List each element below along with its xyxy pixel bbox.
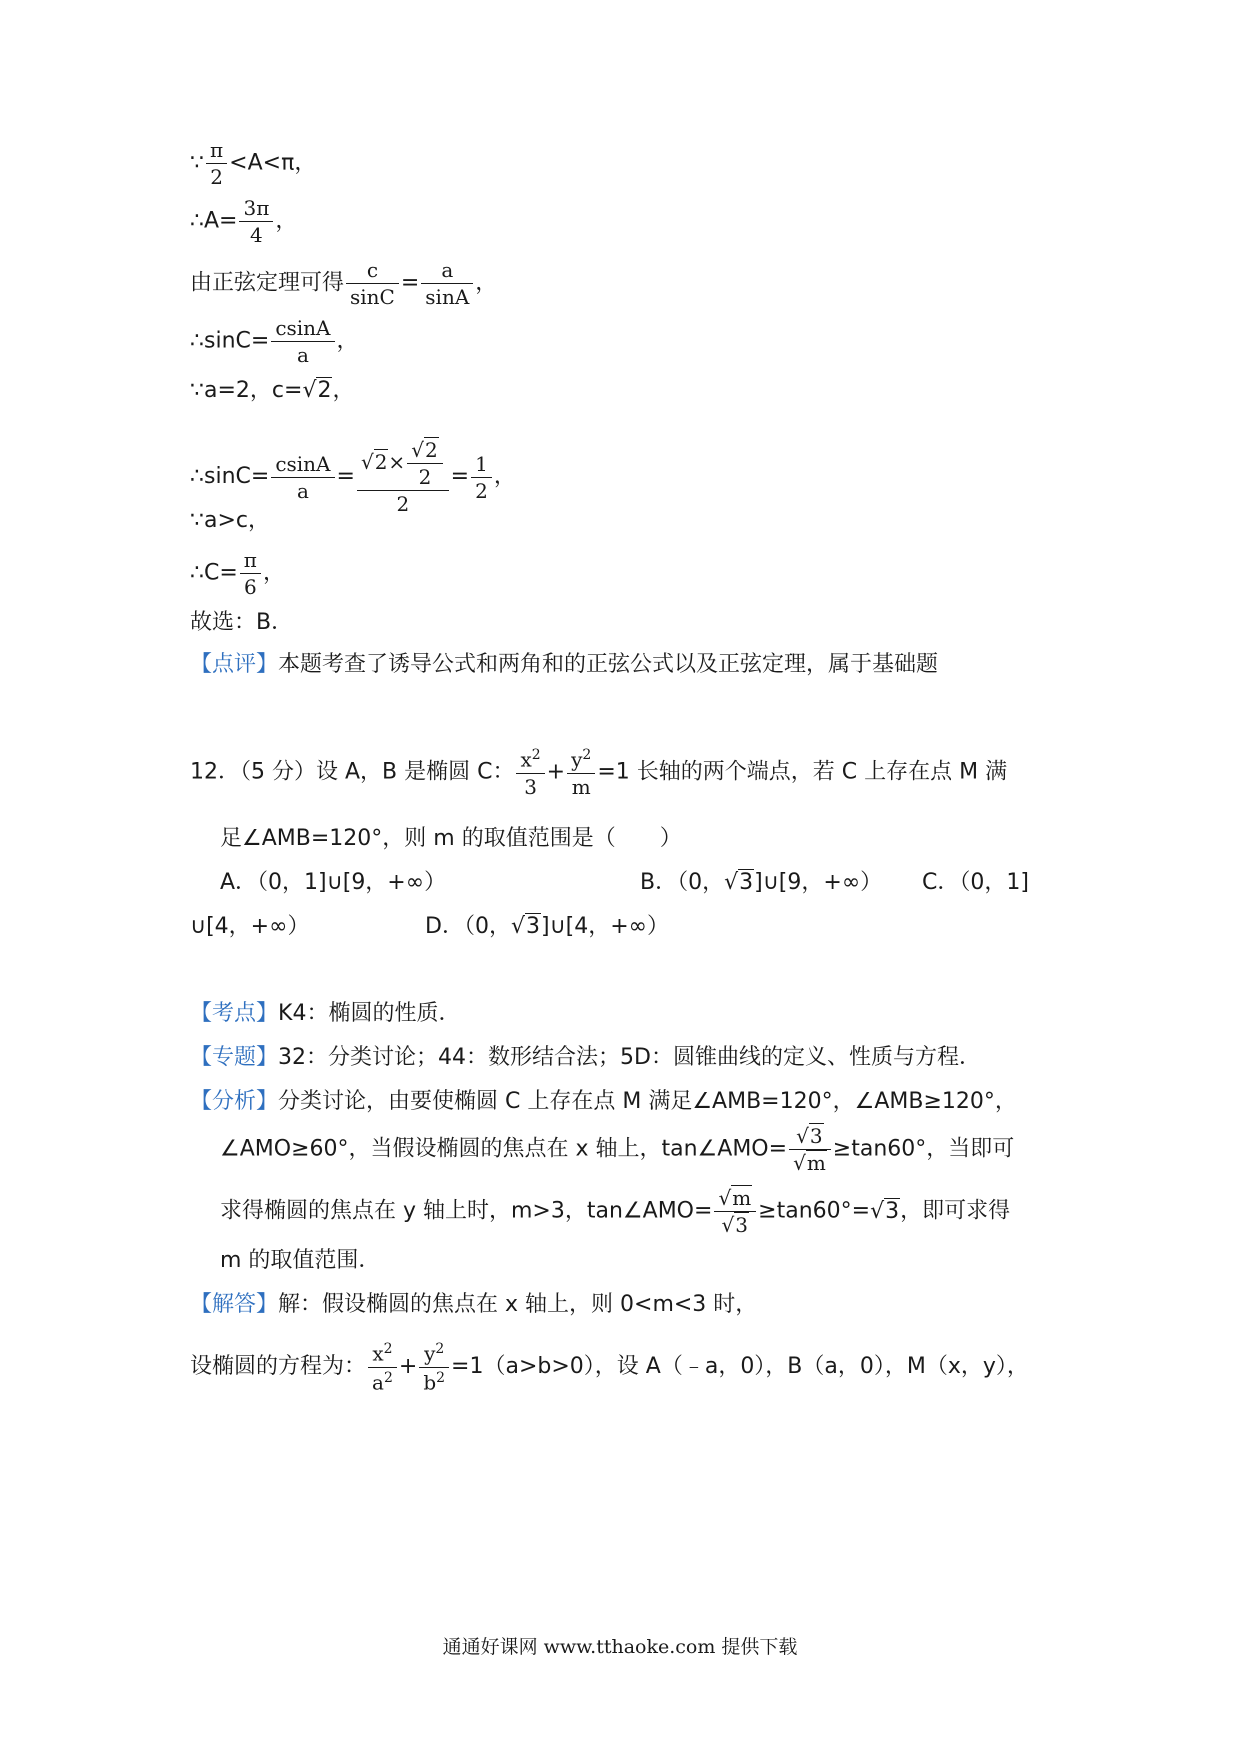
fraction: $\frac{√m}{√3}$	[714, 1188, 756, 1235]
analysis-line1: 【分析】分类讨论，由要使椭圆 C 上存在点 M 满足∠AMB=120°，∠AMB≥120°，	[190, 1089, 1017, 1114]
fraction: $\frac{a}{\sin A}$	[421, 260, 473, 307]
line-a-value: ∴A= $\frac{3\pi}{4}$ ，	[190, 196, 298, 247]
fraction: $\frac{x^2}{a^2}$	[368, 1342, 397, 1392]
fraction: $\frac{\pi}{2}$	[206, 140, 227, 187]
fraction: $\frac{√3}{√m}$	[789, 1126, 831, 1173]
line-sinc-expr: ∴sinC= $\frac{csinA}{a}$ ，	[190, 316, 359, 367]
solution-line2: 设椭圆的方程为： $\frac{x^2}{a^2}$ + $\frac{y^2}{b^2}$ =1（a>b>0），设 A（﹣a，0），B（a，0），M（x，y），	[190, 1341, 1029, 1395]
comment-line: 【点评】本题考查了诱导公式和两角和的正弦公式以及正弦定理，属于基础题	[190, 652, 939, 677]
knowledge-point: 【考点】K4：椭圆的性质．	[190, 1001, 461, 1026]
fraction: $\frac{x^2}{3}$	[516, 748, 544, 797]
comment-tag: 【点评】	[190, 652, 279, 677]
option-a: A．（0，1]∪[9，+∞）	[220, 870, 447, 895]
sqrt: √2	[302, 378, 332, 403]
fraction: $\frac{c}{\sin C}$	[346, 260, 399, 307]
fraction: $\frac{csinA}{a}$	[271, 454, 334, 501]
q12-stem-line1: 12．（5 分）设 A，B 是椭圆 C： $\frac{x^2}{3}$ + $\frac{y^2}{m}$ =1 长轴的两个端点，若 C 上存在点 M 满	[190, 747, 1008, 799]
q12-stem-line2: 足∠AMB=120°，则 m 的取值范围是（ ）	[220, 826, 682, 851]
option-b: B．（0，√3]∪[9，+∞）	[640, 870, 883, 895]
line-a-gt-c: ∵a>c，	[190, 508, 271, 533]
fraction: $\frac{csinA}{a}$	[271, 318, 334, 365]
solution-line1: 【解答】解：假设椭圆的焦点在 x 轴上，则 0<m<3 时，	[190, 1292, 758, 1317]
analysis-line2: ∠AMO≥60°，当假设椭圆的焦点在 x 轴上，tan∠AMO= $\frac{√3}{√m}$ ≥tan60°，当即可	[220, 1124, 1015, 1175]
analysis-line4: m 的取值范围．	[220, 1248, 381, 1273]
option-c-cont: ∪[4，+∞）	[190, 914, 310, 939]
topic-line: 【专题】32：分类讨论；44：数形结合法；5D：圆锥曲线的定义、性质与方程．	[190, 1045, 981, 1070]
option-c: C．（0，1]	[922, 870, 1029, 895]
fraction: $\frac{\pi}{6}$	[240, 550, 261, 597]
analysis-line3: 求得椭圆的焦点在 y 轴上时，m>3，tan∠AMO= $\frac{√m}{√3}$ ≥tan60°=√3，即可求得	[220, 1186, 1011, 1237]
fraction: $\frac{1}{2}$	[471, 454, 492, 501]
fraction: $\frac{y^2}{m}$	[567, 748, 595, 797]
line-sine-law: 由正弦定理可得 $\frac{c}{\sin C}$ = $\frac{a}{\sin A}$ ，	[190, 258, 498, 309]
line-c-value: ∴C= $\frac{\pi}{6}$ ，	[190, 548, 285, 599]
option-d: D．（0，√3]∪[4，+∞）	[425, 914, 670, 939]
line-answer: 故选：B．	[190, 610, 294, 635]
line-pi-half: ∵ $\frac{\pi}{2}$ <A<π，	[190, 138, 317, 189]
line-sinc-computed: ∴sinC= $\frac{csinA}{a}$ = √2× $\frac{√2}{2}$ 2 = $\frac{1}{2}$ ，	[190, 438, 516, 516]
fraction: √2× $\frac{√2}{2}$ 2	[357, 440, 449, 514]
fraction: $\frac{3\pi}{4}$	[239, 198, 273, 245]
fraction: $\frac{y^2}{b^2}$	[419, 1342, 449, 1392]
page-footer: 通通好课网 www.tthaoke.com 提供下载	[442, 1636, 798, 1658]
because-symbol: ∵	[190, 150, 204, 176]
line-given-values: ∵a=2，c=√2，	[190, 378, 355, 403]
